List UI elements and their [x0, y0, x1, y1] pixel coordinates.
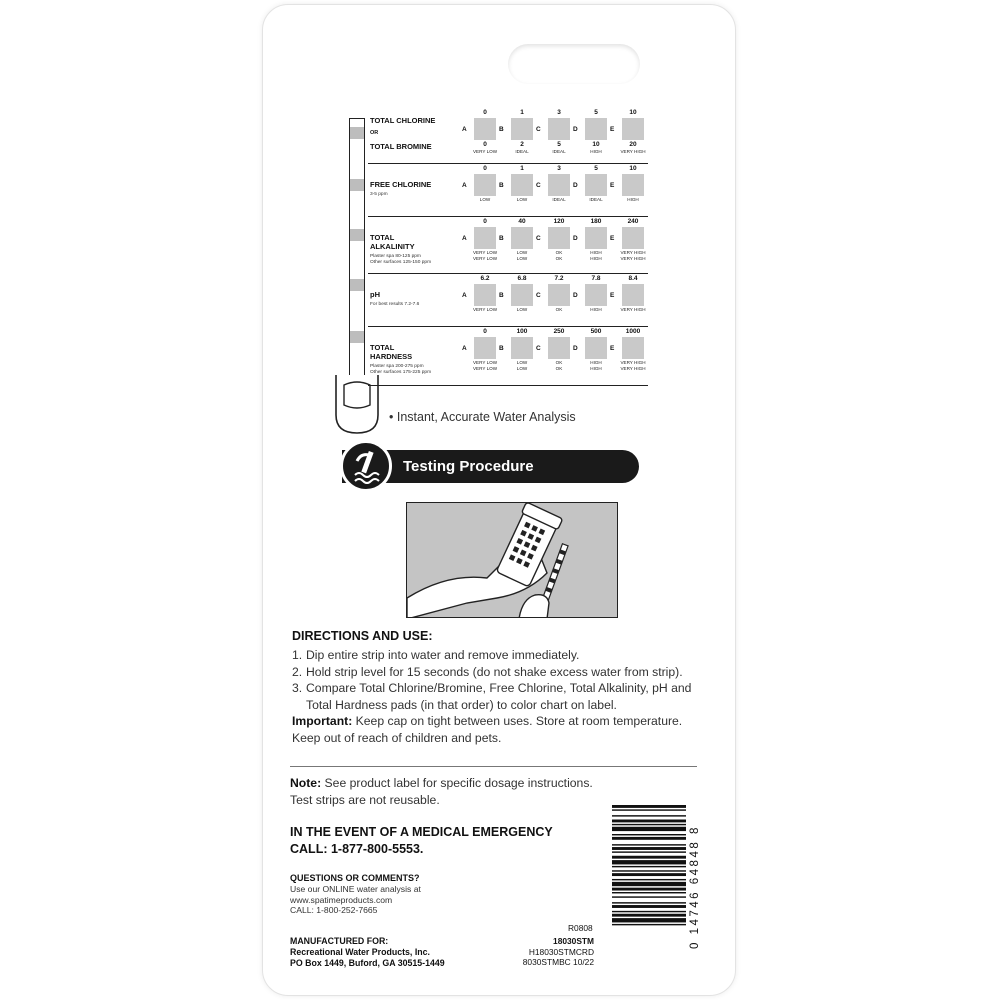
color-column [544, 328, 574, 371]
swatch-label: VERY HIGH [620, 360, 646, 365]
color-swatch [585, 227, 607, 249]
row-name: TOTAL CHLORINE [370, 116, 436, 125]
swatch-label: LOW [479, 197, 491, 202]
pad-letter: D [573, 182, 578, 189]
swatch-label: VERY HIGH [620, 307, 646, 312]
color-column [470, 165, 500, 203]
color-column [544, 109, 574, 155]
swatch-label: LOW [516, 365, 528, 371]
swatch-label: HIGH [627, 197, 639, 202]
barcode-bar [612, 905, 686, 908]
pad-letter: C [536, 182, 541, 189]
manufacturer-name: Recreational Water Products, Inc. [290, 946, 430, 957]
bottom-value: 5 [557, 141, 561, 148]
dipping-strip-icon [340, 440, 392, 492]
swatch-label: LOW [516, 255, 528, 261]
barcode-bar [612, 809, 686, 810]
swatch-label: VERY HIGH [620, 365, 646, 371]
barcode-bar [612, 873, 686, 876]
pad-letter: E [610, 182, 615, 189]
color-swatch [474, 227, 496, 249]
barcode-bar [612, 834, 686, 835]
step-number: 1. [292, 648, 303, 662]
directions-heading: DIRECTIONS AND USE: [292, 629, 433, 643]
barcode-bar [612, 820, 686, 823]
color-swatch [622, 337, 644, 359]
barcode-bar [612, 827, 686, 831]
top-value: 5 [594, 109, 598, 116]
pad-letter: D [573, 345, 578, 352]
important-note [292, 713, 712, 746]
pad-letter: A [462, 235, 467, 242]
hang-hole [508, 44, 640, 84]
color-column [470, 218, 500, 261]
pad-letter: C [536, 126, 541, 133]
barcode-bar [612, 837, 686, 840]
pad-letter: B [499, 126, 504, 133]
color-swatch [511, 227, 533, 249]
manufacturer-address: PO Box 1449, Buford, GA 30515-1449 [290, 957, 445, 968]
product-codes [523, 936, 594, 968]
swatch-label: IDEAL [552, 197, 566, 202]
barcode-bar [612, 847, 686, 850]
note-block [290, 775, 690, 808]
code-r: R0808 [568, 923, 593, 933]
barcode-number: 0 14746 64848 8 [689, 825, 701, 950]
questions-heading: QUESTIONS OR COMMENTS? [290, 873, 420, 883]
product-code-3: 8030STMBC 10/22 [522, 957, 594, 968]
swatch-label: LOW [516, 307, 528, 312]
barcode-bar [612, 902, 686, 903]
pad-letter: B [499, 292, 504, 299]
strip-pad [350, 331, 364, 343]
swatch-label: HIGH [590, 255, 602, 261]
pad-letter: B [499, 345, 504, 352]
emergency-block [290, 824, 553, 857]
questions-phone: CALL: 1-800-252-7665 [290, 905, 378, 916]
top-value: 40 [518, 218, 526, 225]
row-name: pH [370, 290, 380, 299]
barcode-bar [612, 896, 686, 897]
product-code-2: H18030STMCRD [528, 946, 594, 957]
color-swatch [548, 174, 570, 196]
top-value: 0 [483, 109, 487, 116]
bottom-value: 10 [592, 141, 600, 148]
direction-step [292, 664, 712, 681]
color-column [618, 275, 648, 313]
step-text: Dip entire strip into water and remove immediately. [306, 648, 580, 662]
barcode-bar [612, 870, 686, 871]
direction-step [292, 680, 712, 713]
color-swatch [548, 284, 570, 306]
color-column [581, 275, 611, 313]
questions-line1: Use our ONLINE water analysis at [290, 883, 421, 894]
swatch-label: VERY LOW [472, 250, 498, 255]
color-column [581, 328, 611, 371]
important-text: Keep cap on tight between uses. Store at room temperature. Keep out of reach of children and pets. [292, 714, 683, 745]
swatch-label: HIGH [590, 360, 602, 365]
row-name: HARDNESS [370, 352, 413, 361]
swatch-label: OK [555, 250, 563, 255]
barcode [612, 805, 686, 970]
pad-letter: D [573, 235, 578, 242]
pad-letter: C [536, 292, 541, 299]
color-column [507, 109, 537, 155]
barcode-bar [612, 911, 686, 912]
barcode-bar [612, 882, 686, 886]
bottom-value: 20 [629, 141, 637, 148]
note-label: Note: [290, 776, 322, 790]
row-name: TOTAL [370, 343, 395, 352]
swatch-label: VERY HIGH [620, 250, 646, 255]
row-note: Plaster spa 200-275 ppm [370, 364, 424, 369]
row-name: ALKALINITY [370, 242, 415, 251]
strip-pad [350, 179, 364, 191]
top-value: 240 [627, 218, 639, 225]
top-value: 5 [594, 165, 598, 172]
color-swatch [622, 227, 644, 249]
color-swatch [511, 118, 533, 140]
row-name: FREE CHLORINE [370, 180, 432, 189]
color-swatch [585, 284, 607, 306]
pad-letter: A [462, 292, 467, 299]
row-note: For best results 7.2-7.6 [370, 302, 420, 307]
direction-step [292, 647, 712, 664]
pad-letter: E [610, 292, 615, 299]
top-value: 6.2 [480, 275, 490, 282]
barcode-bar [612, 866, 686, 867]
color-column [544, 165, 574, 203]
top-value: 0 [483, 165, 487, 172]
top-value: 7.2 [554, 275, 564, 282]
swatch-label: OK [555, 365, 563, 371]
pad-letter: E [610, 235, 615, 242]
swatch-label: IDEAL [589, 197, 603, 202]
color-swatch [548, 337, 570, 359]
color-swatch [474, 174, 496, 196]
swatch-label: HIGH [590, 250, 602, 255]
color-chart [368, 108, 648, 386]
questions-block [290, 873, 421, 916]
directions-list [292, 647, 712, 747]
swatch-label: OK [555, 255, 563, 261]
color-swatch [548, 227, 570, 249]
row-name: TOTAL BROMINE [370, 142, 432, 151]
manufacturer-heading: MANUFACTURED FOR: [290, 936, 389, 946]
top-value: 3 [557, 109, 561, 116]
color-swatch [622, 118, 644, 140]
important-label: Important: [292, 714, 353, 729]
barcode-bar [612, 860, 686, 864]
color-swatch [474, 118, 496, 140]
row-note: Other surfaces 125-150 ppm [370, 260, 432, 265]
color-swatch [622, 174, 644, 196]
barcode-bar [612, 851, 686, 852]
color-swatch [474, 284, 496, 306]
swatch-label: IDEAL [515, 149, 529, 154]
row-name: OR [370, 130, 379, 136]
swatch-label: VERY LOW [472, 365, 498, 371]
pad-letter: C [536, 345, 541, 352]
pad-letter: A [462, 345, 467, 352]
top-value: 0 [483, 218, 487, 225]
swatch-label: LOW [516, 197, 528, 202]
bottom-value: 2 [520, 141, 524, 148]
barcode-bar [612, 824, 686, 825]
pad-letter: B [499, 235, 504, 242]
swatch-label: HIGH [590, 365, 602, 371]
pad-letter: D [573, 292, 578, 299]
barcode-bar [612, 805, 686, 808]
chart-row [368, 108, 648, 164]
swatch-label: VERY LOW [472, 255, 498, 261]
row-note: 3-5 ppm [370, 192, 388, 197]
color-column [470, 275, 500, 313]
color-column [470, 109, 500, 155]
pad-letter: B [499, 182, 504, 189]
color-column [507, 275, 537, 313]
swatch-label: HIGH [590, 307, 602, 312]
swatch-label: OK [555, 307, 563, 312]
bullet-text: • Instant, Accurate Water Analysis [389, 410, 576, 424]
color-column [544, 218, 574, 261]
hand-holding-bottle-illustration [406, 502, 618, 618]
pad-letter: A [462, 182, 467, 189]
top-value: 8.4 [628, 275, 638, 282]
pad-letter: C [536, 235, 541, 242]
color-column [544, 275, 574, 313]
pad-letter: D [573, 126, 578, 133]
chart-row [368, 327, 648, 386]
strip-pad [350, 127, 364, 139]
note-line2: Test strips are not reusable. [290, 792, 440, 807]
test-strip [349, 118, 365, 382]
color-column [618, 165, 648, 203]
color-column [618, 218, 648, 261]
swatch-label: IDEAL [552, 149, 566, 154]
emergency-line1: IN THE EVENT OF A MEDICAL EMERGENCY [290, 825, 553, 839]
top-value: 10 [629, 109, 637, 116]
website-link[interactable]: www.spatimeproducts.com [290, 894, 393, 905]
color-column [507, 328, 537, 371]
barcode-bar [612, 844, 686, 845]
chart-row [368, 164, 648, 217]
pad-letter: E [610, 126, 615, 133]
divider [290, 766, 697, 767]
swatch-label: VERY LOW [472, 360, 498, 365]
top-value: 500 [590, 328, 602, 335]
row-note: Plaster spa 80-125 ppm [370, 254, 421, 259]
step-number: 3. [292, 681, 303, 696]
top-value: 180 [590, 218, 602, 225]
top-value: 250 [553, 328, 565, 335]
color-column [507, 165, 537, 203]
color-swatch [585, 337, 607, 359]
swatch-label: VERY LOW [472, 307, 498, 312]
pad-letter: E [610, 345, 615, 352]
top-value: 1 [520, 165, 524, 172]
top-value: 7.8 [591, 275, 601, 282]
top-value: 6.8 [517, 275, 527, 282]
top-value: 100 [516, 328, 528, 335]
barcode-bar [612, 856, 686, 859]
color-swatch [585, 174, 607, 196]
top-value: 1000 [625, 328, 641, 335]
pad-letter: A [462, 126, 467, 133]
top-value: 120 [553, 218, 565, 225]
color-column [507, 218, 537, 261]
color-column [618, 328, 648, 371]
top-value: 0 [483, 328, 487, 335]
color-column [581, 218, 611, 261]
banner-title: Testing Procedure [403, 458, 534, 475]
chart-row [368, 217, 648, 274]
chart-row [368, 274, 648, 327]
top-value: 3 [557, 165, 561, 172]
top-value: 10 [629, 165, 637, 172]
top-value: 1 [520, 109, 524, 116]
color-column [581, 109, 611, 155]
swatch-label: VERY HIGH [620, 149, 646, 154]
color-column [581, 165, 611, 203]
swatch-label: VERY LOW [472, 149, 498, 154]
barcode-bar [612, 914, 686, 917]
swatch-label: LOW [516, 360, 528, 365]
swatch-label: LOW [516, 250, 528, 255]
strip-pad [350, 229, 364, 241]
barcode-bar [612, 892, 686, 893]
bottom-value: 0 [483, 141, 487, 148]
step-number: 2. [292, 664, 303, 679]
step-text: Hold strip level for 15 seconds (do not shake excess water from strip). [306, 664, 683, 679]
emergency-phone: CALL: 1-877-800-5553. [290, 841, 424, 856]
color-swatch [474, 337, 496, 359]
step-text: Compare Total Chlorine/Bromine, Free Chlorine, Total Alkalinity, pH and Total Hardness pads (in that order) to color chart on label. [306, 681, 692, 712]
swatch-label: HIGH [590, 149, 602, 154]
color-swatch [622, 284, 644, 306]
color-swatch [548, 118, 570, 140]
barcode-bar [612, 879, 686, 880]
barcode-bar [612, 815, 686, 816]
color-swatch [511, 284, 533, 306]
color-column [470, 328, 500, 371]
swatch-label: VERY HIGH [620, 255, 646, 261]
color-swatch [511, 337, 533, 359]
row-name: TOTAL [370, 233, 395, 242]
row-note: Other surfaces 175-225 ppm [370, 370, 432, 375]
manufacturer-block [290, 936, 445, 968]
color-swatch [511, 174, 533, 196]
barcode-bar [612, 918, 686, 922]
barcode-bar [612, 888, 686, 891]
swatch-label: OK [555, 360, 563, 365]
color-swatch [585, 118, 607, 140]
barcode-bar [612, 924, 686, 925]
strip-pad [350, 279, 364, 291]
note-text: See product label for specific dosage instructions. [321, 776, 593, 790]
product-code-1: 18030STM [553, 936, 594, 946]
color-column [618, 109, 648, 155]
